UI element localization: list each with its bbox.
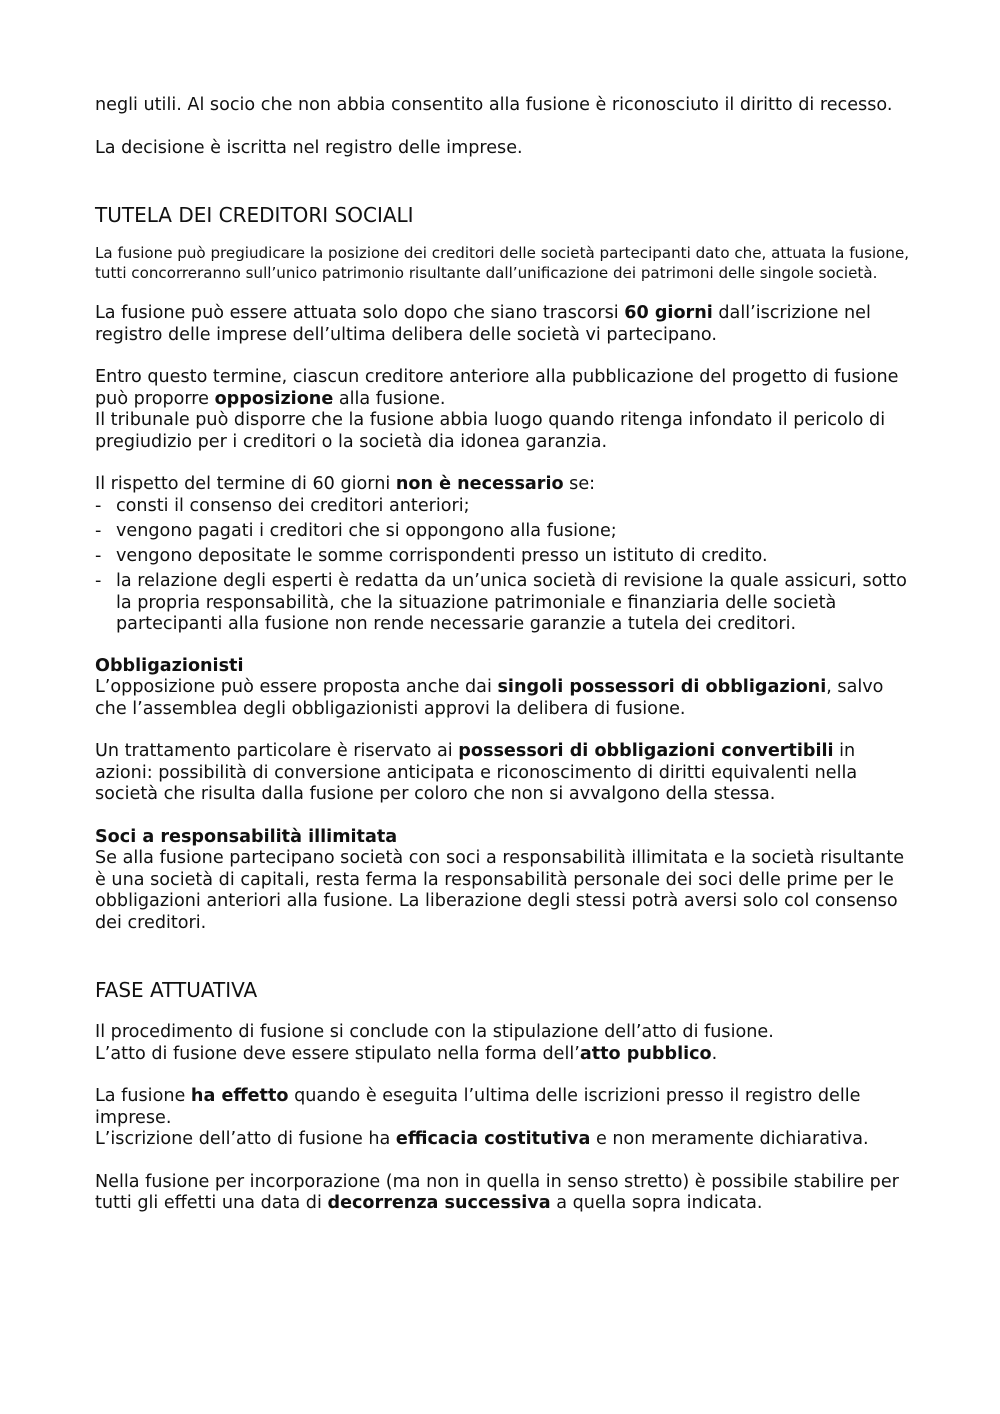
list-item: - vengono depositate le somme corrispondenti presso un istituto di credito. (95, 546, 910, 568)
paragraph-obbligazionisti: L’opposizione può essere proposta anche dai singoli possessori di obbligazioni, salvo che l’assemblea degli obbligazionisti approvi la delibera di fusione. (95, 677, 884, 719)
bold-ha-effetto: ha effetto (190, 1086, 289, 1107)
paragraph-recesso: negli utili. Al socio che non abbia consentito alla fusione è riconosciuto il diritto di recesso. (95, 95, 893, 115)
subheading-soci-responsabilita: Soci a responsabilità illimitata (95, 826, 398, 847)
section-heading-fase-attuativa: FASE ATTUATIVA (95, 978, 258, 1003)
paragraph-atto-pubblico: L’atto di fusione deve essere stipulato nella forma dell’atto pubblico. (95, 1043, 718, 1064)
bold-opposizione: opposizione (214, 388, 334, 409)
paragraph-tutela-intro: La fusione può pregiudicare la posizione dei creditori delle società partecipanti dato che, attuata la fusione, tutti concorreranno sull’unico patrimonio risultante dall’unificazione dei patrimoni delle singole società. (95, 244, 910, 282)
paragraph-incorporazione: Nella fusione per incorporazione (ma non in quella in senso stretto) è possibile stabilire per tutti gli effetti una data di decorrenza successiva a quella sopra indicata. (95, 1171, 899, 1214)
paragraph-sessanta-giorni: La fusione può essere attuata solo dopo che siano trascorsi 60 giorni dall’iscrizione nel registro delle imprese dell’ultima delibera delle società vi partecipano. (95, 303, 871, 345)
paragraph-efficacia: L’iscrizione dell’atto di fusione ha efficacia costitutiva e non meramente dichiarativa. (95, 1129, 869, 1150)
paragraph-opposizione: Entro questo termine, ciascun creditore anteriore alla pubblicazione del progetto di fusione può proporre opposizione alla fusione. (95, 367, 899, 409)
subheading-obbligazionisti: Obbligazionisti (95, 655, 244, 676)
list-item: - vengono pagati i creditori che si oppongono alla fusione; (95, 521, 910, 543)
bold-singoli-possessori: singoli possessori di obbligazioni (497, 677, 827, 698)
paragraph-soci-responsabilita: Se alla fusione partecipano società con soci a responsabilità illimitata e la società risultante è una società di capitali, resta ferma la responsabilità personale dei soci delle prime per le obbligazioni anteriori alla fusione. La liberazione degli stessi potrà aversi solo col consenso dei creditori. (95, 848, 905, 933)
paragraph-iscrizione-decisione: La decisione è iscritta nel registro delle imprese. (95, 137, 523, 158)
exceptions-list (95, 496, 910, 636)
list-item: - la relazione degli esperti è redatta da un’unica società di revisione la quale assicuri, sotto la propria responsabilità, che la situazione patrimoniale e finanziaria delle società partecipanti alla fusione non rende necessarie garanzie a tutela dei creditori. (95, 571, 910, 636)
paragraph-tribunale: Il tribunale può disporre che la fusione abbia luogo quando ritenga infondato il pericolo di pregiudizio per i creditori o la società dia idonea garanzia. (95, 410, 886, 452)
bold-obbligazioni-convertibili: possessori di obbligazioni convertibili (458, 741, 834, 762)
document-page (95, 95, 910, 1215)
bold-atto-pubblico: atto pubblico (579, 1043, 712, 1064)
bold-60-giorni: 60 giorni (624, 303, 713, 323)
paragraph-trattamento-particolare: Un trattamento particolare è riservato ai possessori di obbligazioni convertibili in azioni: possibilità di conversione anticipata e riconoscimento di diritti equivalenti nella società che risulta dalla fusione per coloro che non si avvalgono della stessa. (95, 741, 858, 805)
bold-decorrenza-successiva: decorrenza successiva (327, 1193, 551, 1214)
bold-non-necessario: non è necessario (395, 474, 564, 494)
section-heading-tutela-creditori: TUTELA DEI CREDITORI SOCIALI (95, 203, 414, 227)
bold-efficacia-costitutiva: efficacia costitutiva (395, 1129, 591, 1150)
paragraph-procedimento: Il procedimento di fusione si conclude con la stipulazione dell’atto di fusione. (95, 1022, 774, 1043)
paragraph-effetto: La fusione ha effetto quando è eseguita l’ultima delle iscrizioni presso il registro delle imprese. (95, 1086, 861, 1128)
paragraph-rispetto-termine: Il rispetto del termine di 60 giorni non è necessario se: (95, 474, 596, 494)
list-item: - consti il consenso dei creditori anteriori; (95, 496, 910, 518)
